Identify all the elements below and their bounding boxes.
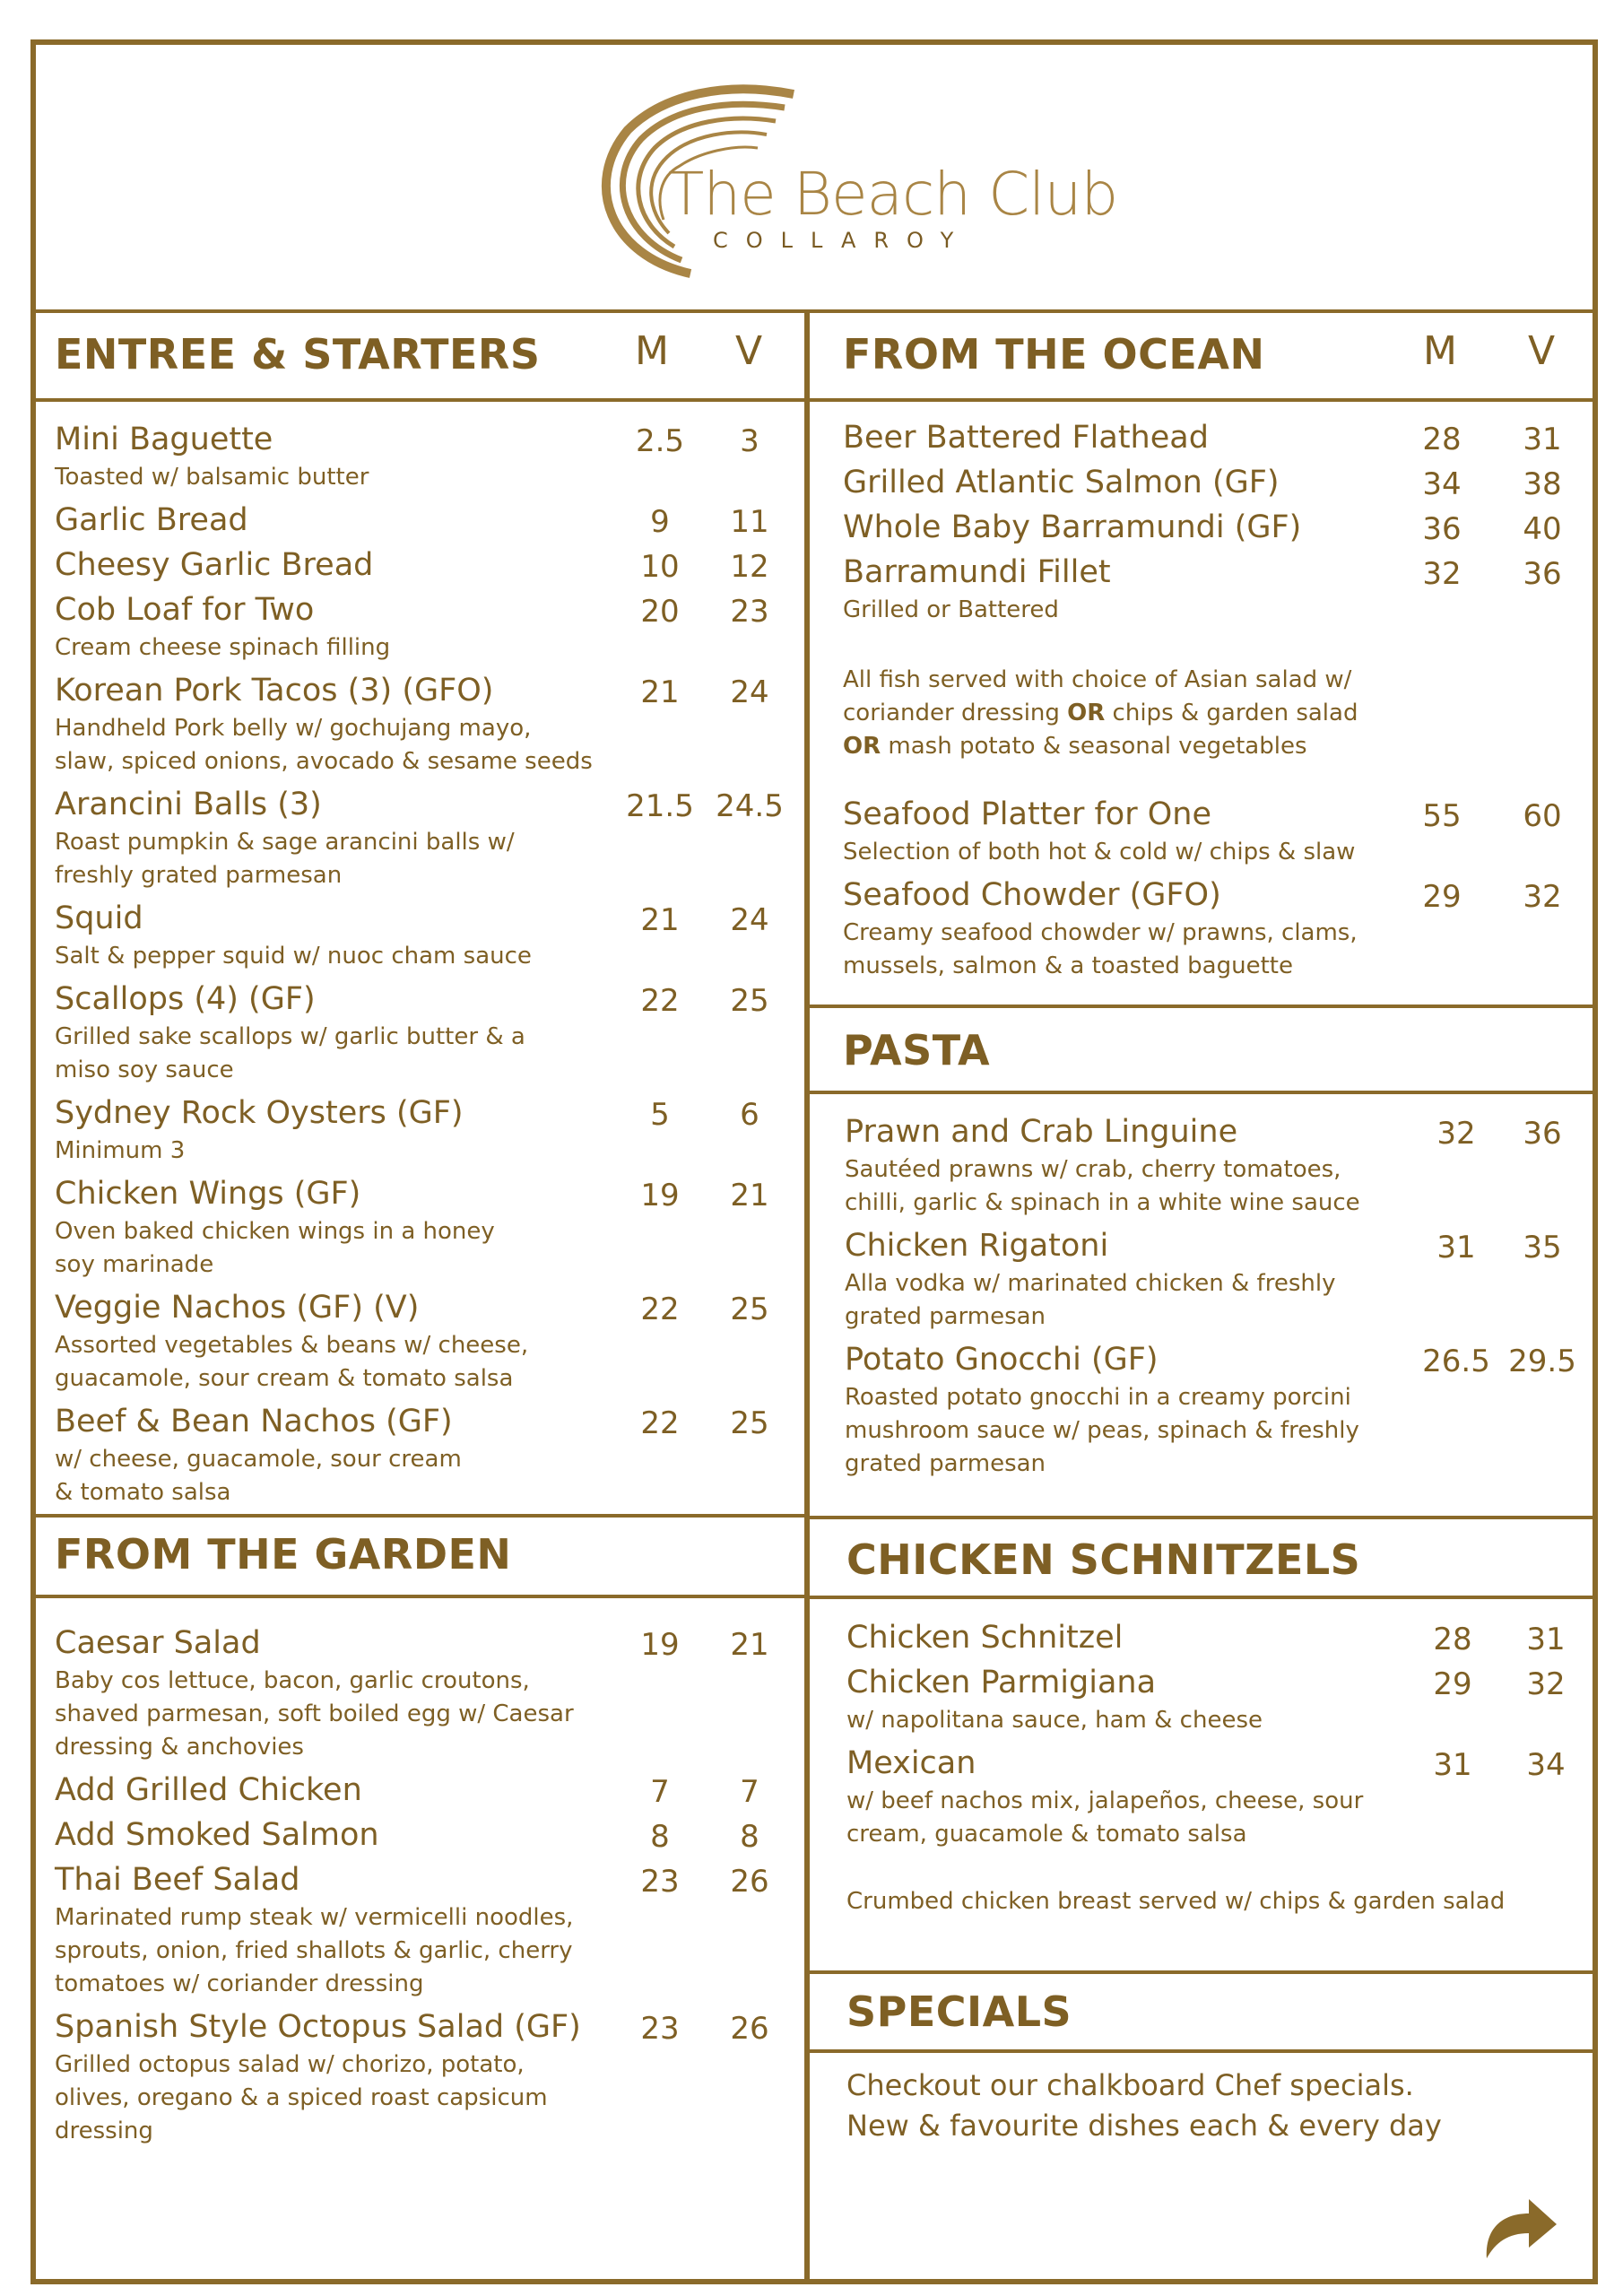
price-v: 7 [740, 1774, 759, 1810]
price-m: 26.5 [1422, 1344, 1490, 1379]
price-m: 32 [1422, 556, 1462, 592]
column-header-v: V [1528, 328, 1556, 374]
menu-item-description: chilli, garlic & spinach in a white wine sauce [845, 1189, 1360, 1216]
note-text: chips & garden salad [1105, 700, 1358, 726]
menu-item-description: Selection of both hot & cold w/ chips & slaw [843, 839, 1356, 865]
price-v: 36 [1523, 1116, 1562, 1152]
price-v: 12 [730, 549, 769, 585]
price-v: 24 [730, 902, 769, 938]
price-v: 24.5 [716, 788, 784, 824]
price-m: 22 [640, 983, 680, 1019]
menu-item-name: Garlic Bread [55, 502, 248, 538]
specials-line: New & favourite dishes each & every day [846, 2109, 1442, 2143]
price-m: 21 [640, 674, 680, 710]
menu-item-name: Beef & Bean Nachos (GF) [55, 1404, 453, 1439]
note-emphasis: OR [1067, 700, 1106, 726]
price-m: 21.5 [626, 788, 694, 824]
menu-item-name: Chicken Schnitzel [846, 1620, 1124, 1656]
price-v: 35 [1523, 1230, 1562, 1265]
price-v: 38 [1523, 466, 1562, 502]
divider [807, 1004, 1598, 1008]
menu-item-name: Mexican [846, 1745, 976, 1781]
column-divider [804, 309, 810, 2284]
price-v: 32 [1526, 1666, 1566, 1702]
menu-item-description: Alla vodka w/ marinated chicken & freshly [845, 1270, 1336, 1297]
menu-item-description: Sautéed prawns w/ crab, cherry tomatoes, [845, 1156, 1341, 1183]
price-m: 22 [640, 1405, 680, 1441]
menu-item-description: grated parmesan [845, 1303, 1046, 1330]
note-text: mash potato & seasonal vegetables [881, 733, 1307, 760]
menu-item-description: soy marinade [55, 1251, 214, 1278]
price-m: 29 [1422, 879, 1462, 915]
menu-item-name: Chicken Parmigiana [846, 1665, 1157, 1700]
menu-item-name: Korean Pork Tacos (3) (GFO) [55, 673, 494, 709]
divider [30, 309, 1598, 313]
divider [30, 1595, 807, 1598]
price-m: 55 [1422, 798, 1462, 834]
price-v: 8 [740, 1819, 759, 1855]
price-m: 5 [650, 1097, 670, 1133]
section-title-schnitzels: CHICKEN SCHNITZELS [846, 1535, 1361, 1584]
menu-item-name: Veggie Nachos (GF) (V) [55, 1290, 420, 1326]
menu-item-description: Handheld Pork belly w/ gochujang mayo, [55, 715, 532, 742]
price-m: 36 [1422, 511, 1462, 547]
menu-item-name: Squid [55, 900, 143, 936]
menu-item-name: Seafood Chowder (GFO) [843, 877, 1221, 913]
menu-item-description: dressing [55, 2118, 153, 2144]
menu-item-description: mushroom sauce w/ peas, spinach & freshly [845, 1417, 1359, 1444]
section-title-specials: SPECIALS [846, 1987, 1072, 2036]
price-v: 31 [1526, 1622, 1566, 1657]
menu-item-name: Barramundi Fillet [843, 554, 1111, 590]
menu-item-name: Sydney Rock Oysters (GF) [55, 1095, 464, 1131]
price-v: 26 [730, 1864, 769, 1900]
price-m: 31 [1436, 1230, 1476, 1265]
price-m: 28 [1433, 1622, 1472, 1657]
menu-item-description: w/ beef nachos mix, jalapeños, cheese, sour [846, 1787, 1364, 1814]
ocean-note-line: All fish served with choice of Asian salad w/ [843, 666, 1352, 693]
price-v: 40 [1523, 511, 1562, 547]
divider [807, 1970, 1598, 1974]
menu-item-name: Seafood Platter for One [843, 796, 1211, 832]
menu-item-description: slaw, spiced onions, avocado & sesame seeds [55, 748, 593, 775]
ocean-note [843, 664, 1358, 763]
price-m: 29 [1433, 1666, 1472, 1702]
price-v: 23 [730, 594, 769, 630]
price-v: 34 [1526, 1747, 1566, 1783]
column-header-m: M [1423, 328, 1457, 374]
menu-item-name: Grilled Atlantic Salmon (GF) [843, 465, 1280, 500]
menu-item-description: Roast pumpkin & sage arancini balls w/ [55, 829, 515, 856]
price-v: 31 [1523, 422, 1562, 457]
price-m: 23 [640, 2011, 680, 2047]
price-m: 20 [640, 594, 680, 630]
menu-item-description: Marinated rump steak w/ vermicelli noodles, [55, 1904, 574, 1931]
price-v: 6 [740, 1097, 759, 1133]
menu-item-description: & tomato salsa [55, 1479, 231, 1506]
section-title-pasta: PASTA [843, 1026, 991, 1074]
menu-item-description: Creamy seafood chowder w/ prawns, clams, [843, 919, 1358, 946]
menu-item-description: dressing & anchovies [55, 1734, 304, 1761]
menu-item-name: Chicken Wings (GF) [55, 1176, 361, 1212]
section-title-entree: ENTREE & STARTERS [55, 330, 541, 378]
menu-item-description: Baby cos lettuce, bacon, garlic croutons, [55, 1667, 530, 1694]
divider [807, 1091, 1598, 1094]
specials-line: Checkout our chalkboard Chef specials. [846, 2068, 1414, 2102]
price-m: 10 [640, 549, 680, 585]
price-v: 26 [730, 2011, 769, 2047]
menu-item-description: Assorted vegetables & beans w/ cheese, [55, 1332, 529, 1359]
menu-item-name: Beer Battered Flathead [843, 420, 1209, 456]
price-v: 11 [730, 504, 769, 540]
menu-item-name: Cheesy Garlic Bread [55, 547, 374, 583]
price-m: 19 [640, 1627, 680, 1663]
price-m: 22 [640, 1292, 680, 1327]
menu-item-name: Chicken Rigatoni [845, 1228, 1109, 1264]
divider [807, 1596, 1598, 1599]
price-v: 21 [730, 1178, 769, 1213]
price-v: 32 [1523, 879, 1562, 915]
menu-item-description: freshly grated parmesan [55, 862, 343, 889]
schnitzel-note: Crumbed chicken breast served w/ chips & garden salad [846, 1888, 1506, 1915]
ocean-note-line [843, 730, 1358, 763]
menu-item-description: grated parmesan [845, 1450, 1046, 1477]
menu-item-name: Mini Baguette [55, 422, 273, 457]
menu-item-description: miso soy sauce [55, 1057, 234, 1083]
menu-item-name: Potato Gnocchi (GF) [845, 1342, 1159, 1378]
menu-item-description: Minimum 3 [55, 1137, 186, 1164]
menu-item-name: Add Smoked Salmon [55, 1817, 379, 1853]
curved-arrow-icon[interactable] [1480, 2188, 1560, 2260]
column-header-m: M [635, 328, 669, 374]
menu-item-name: Thai Beef Salad [55, 1862, 300, 1898]
menu-item-description: Grilled octopus salad w/ chorizo, potato, [55, 2051, 525, 2078]
menu-item-name: Prawn and Crab Linguine [845, 1114, 1238, 1150]
menu-item-name: Cob Loaf for Two [55, 592, 315, 628]
brand-location: COLLAROY [713, 228, 972, 253]
price-v: 3 [740, 423, 759, 459]
menu-item-description: Cream cheese spinach filling [55, 634, 391, 661]
price-v: 36 [1523, 556, 1562, 592]
price-v: 25 [730, 1405, 769, 1441]
menu-item-name: Arancini Balls (3) [55, 787, 322, 822]
divider [30, 1514, 807, 1518]
menu-item-description: cream, guacamole & tomato salsa [846, 1821, 1247, 1848]
menu-item-description: guacamole, sour cream & tomato salsa [55, 1365, 514, 1392]
note-text: coriander dressing [843, 700, 1068, 726]
menu-item-description: w/ cheese, guacamole, sour cream [55, 1446, 462, 1473]
price-v: 29.5 [1508, 1344, 1576, 1379]
price-v: 25 [730, 983, 769, 1019]
menu-item-description: tomatoes w/ coriander dressing [55, 1970, 424, 1997]
price-v: 21 [730, 1627, 769, 1663]
brand-name: The Beach Club [668, 160, 1118, 229]
price-m: 28 [1422, 422, 1462, 457]
price-m: 2.5 [635, 423, 685, 459]
column-header-v: V [735, 328, 763, 374]
menu-item-description: Salt & pepper squid w/ nuoc cham sauce [55, 943, 532, 970]
menu-item-description: w/ napolitana sauce, ham & cheese [846, 1707, 1263, 1734]
price-m: 32 [1436, 1116, 1476, 1152]
menu-item-description: Roasted potato gnocchi in a creamy porcini [845, 1384, 1351, 1411]
menu-item-description: mussels, salmon & a toasted baguette [843, 952, 1293, 979]
price-m: 19 [640, 1178, 680, 1213]
menu-item-name: Add Grilled Chicken [55, 1772, 362, 1808]
menu-item-description: olives, oregano & a spiced roast capsicum [55, 2084, 548, 2111]
divider [807, 1516, 1598, 1519]
section-title-garden: FROM THE GARDEN [55, 1530, 512, 1578]
menu-item-name: Scallops (4) (GF) [55, 981, 316, 1017]
divider [30, 398, 1598, 402]
price-m: 9 [650, 504, 670, 540]
price-m: 21 [640, 902, 680, 938]
price-m: 7 [650, 1774, 670, 1810]
price-v: 25 [730, 1292, 769, 1327]
menu-item-description: Grilled sake scallops w/ garlic butter & a [55, 1023, 525, 1050]
price-m: 8 [650, 1819, 670, 1855]
menu-item-description: Oven baked chicken wings in a honey [55, 1218, 495, 1245]
divider [807, 2049, 1598, 2053]
menu-item-name: Caesar Salad [55, 1625, 261, 1661]
price-v: 24 [730, 674, 769, 710]
menu-item-description: shaved parmesan, soft boiled egg w/ Caesar [55, 1700, 574, 1727]
price-m: 23 [640, 1864, 680, 1900]
price-m: 34 [1422, 466, 1462, 502]
price-v: 60 [1523, 798, 1562, 834]
menu-item-description: sprouts, onion, fried shallots & garlic, cherry [55, 1937, 573, 1964]
menu-item-name: Spanish Style Octopus Salad (GF) [55, 2009, 581, 2045]
price-m: 31 [1433, 1747, 1472, 1783]
menu-item-description: Grilled or Battered [843, 596, 1059, 623]
ocean-note-line [843, 697, 1358, 730]
note-emphasis: OR [843, 733, 881, 760]
menu-item-name: Whole Baby Barramundi (GF) [843, 509, 1302, 545]
menu-item-description: Toasted w/ balsamic butter [55, 464, 369, 491]
section-title-ocean: FROM THE OCEAN [843, 330, 1265, 378]
